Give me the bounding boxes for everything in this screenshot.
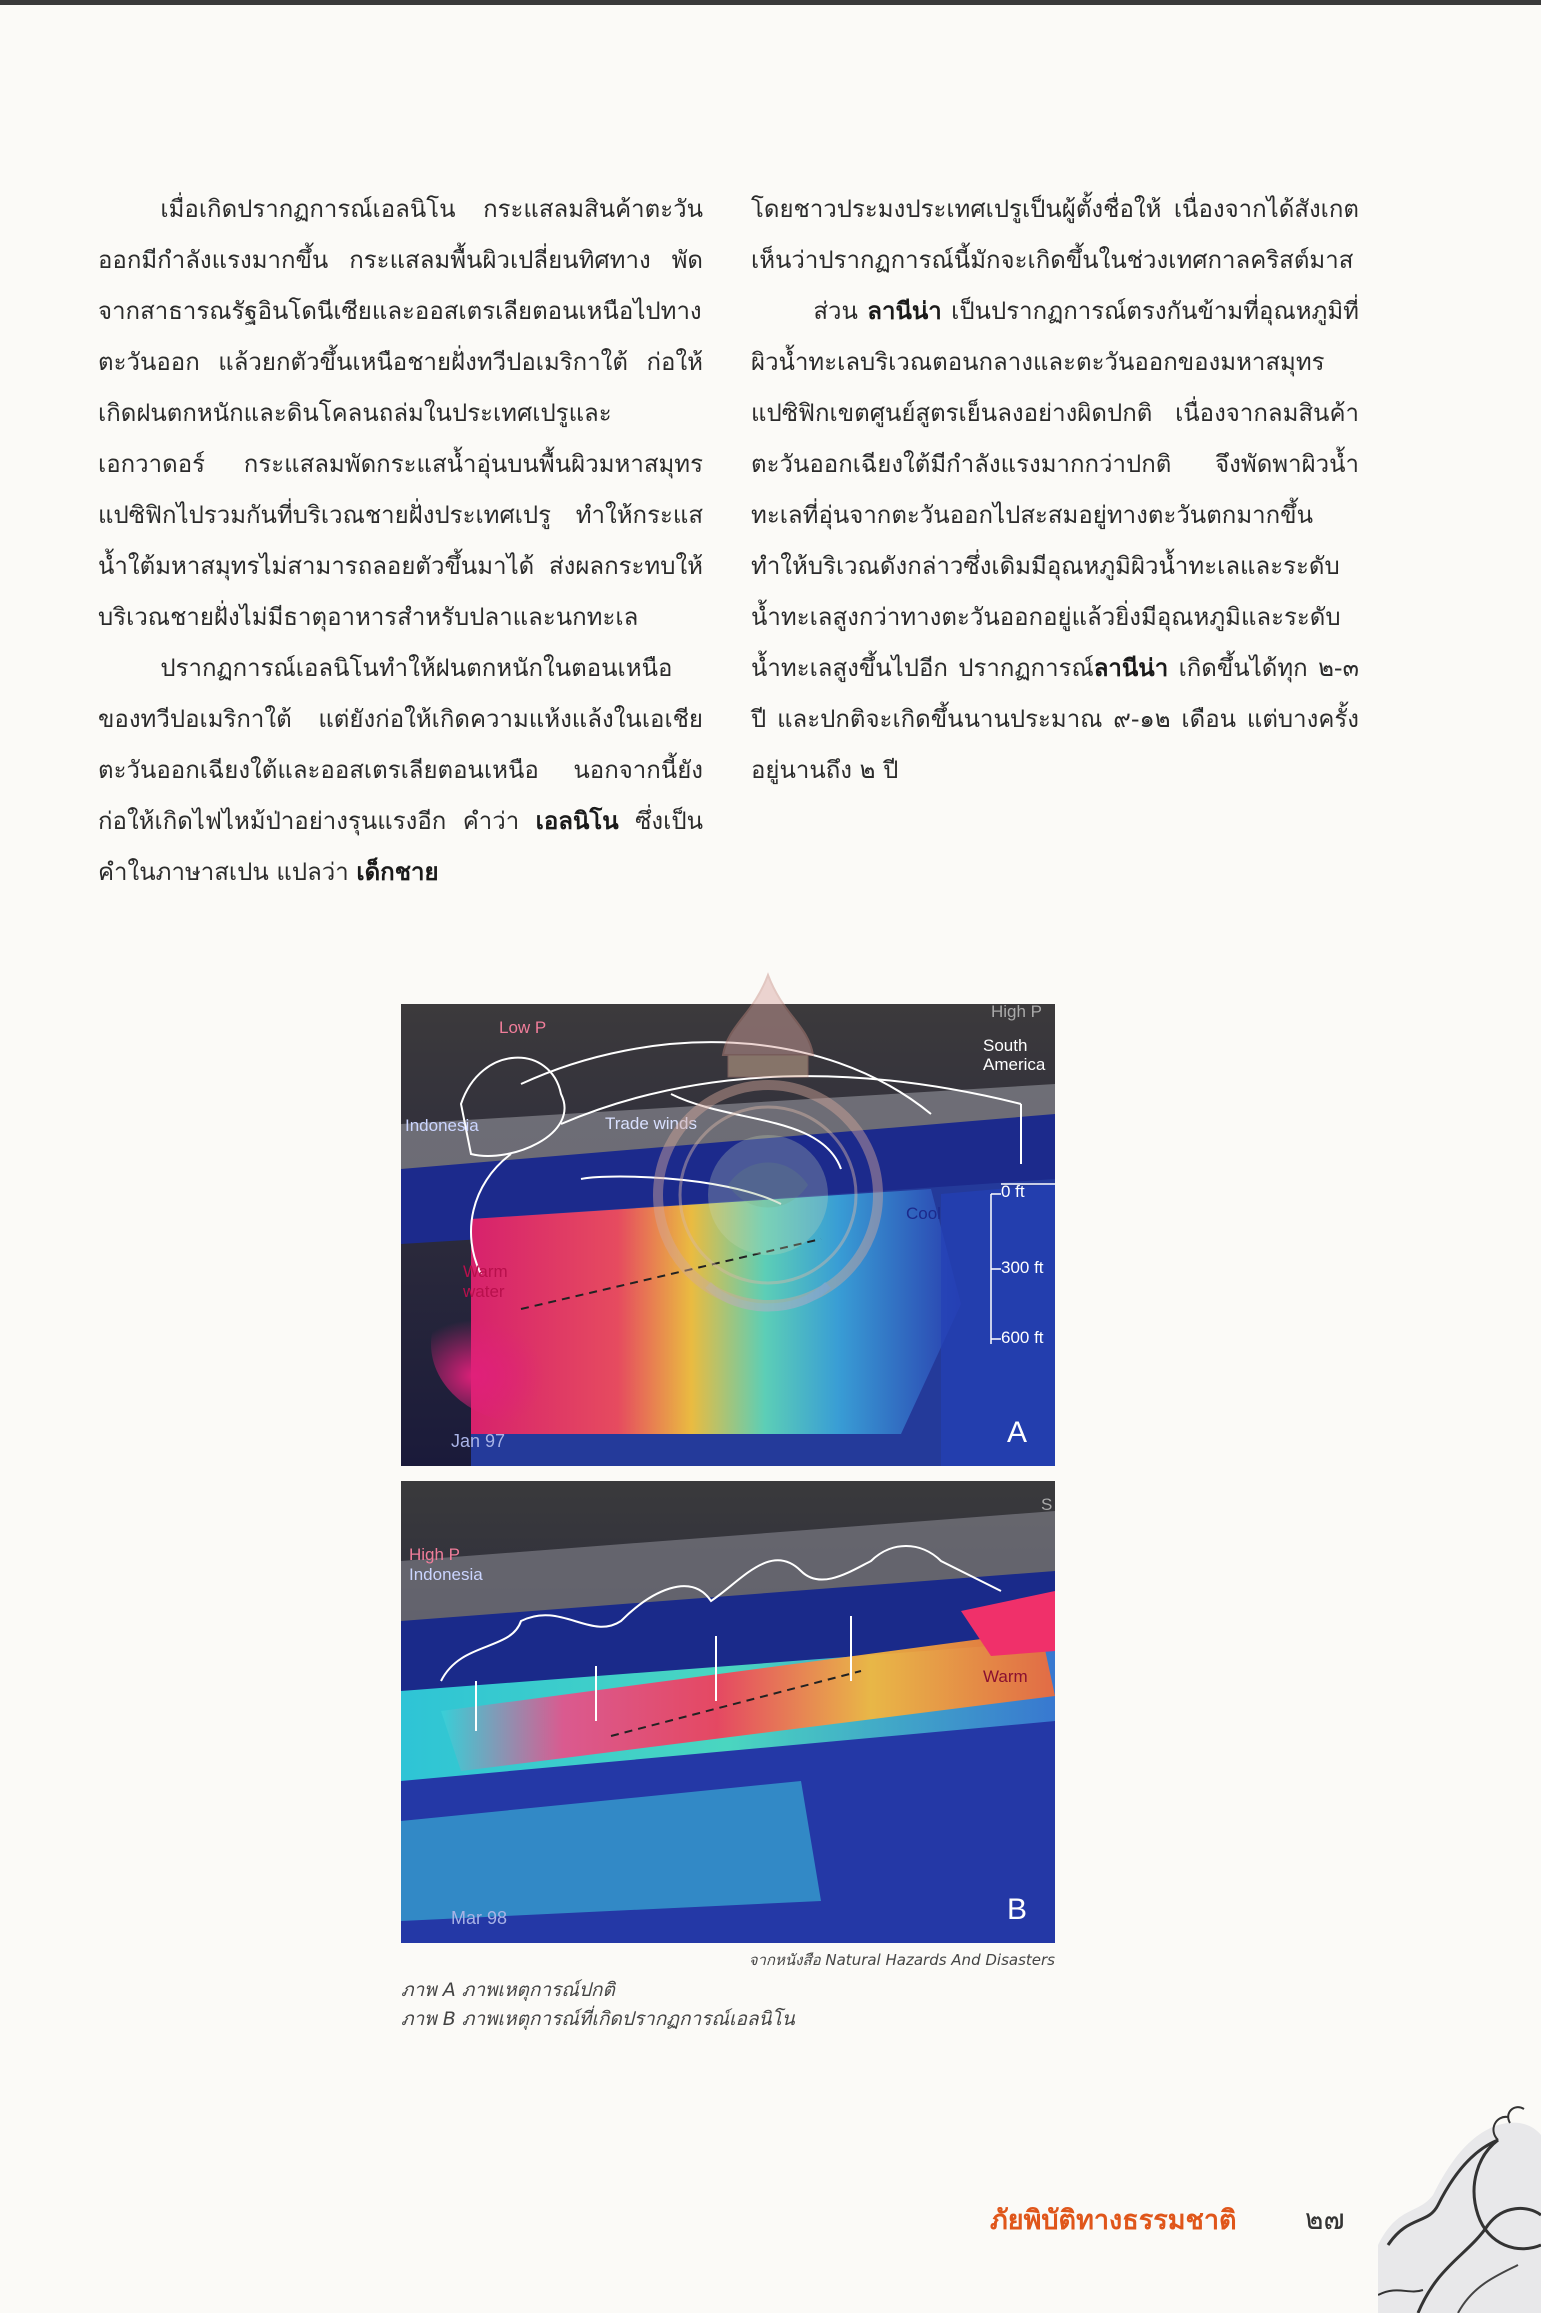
panel-letter-b: B bbox=[1006, 1893, 1027, 1926]
caption-line-a: ภาพ A ภาพเหตุการณ์ปกติ bbox=[401, 1979, 615, 2001]
label-high: High P bbox=[991, 1004, 1043, 1021]
panel-letter-a: A bbox=[1006, 1416, 1027, 1449]
label-warm: Warm bbox=[983, 1667, 1028, 1686]
term-la-nina-2: ลานีน่า bbox=[1093, 654, 1169, 682]
label-indonesia: Indonesia bbox=[405, 1116, 479, 1135]
term-boy: เด็กชาย bbox=[356, 858, 439, 886]
paragraph-la-nina: ส่วน ลานีน่า เป็นปรากฏการณ์ตรงกันข้ามที่อุณหภูมิที่ผิวน้ำทะเลบริเวณตอนกลางและตะวันออกของมหาสมุทรแปซิฟิกเขตศูนย์สูตรเย็นลงอย่างผิดปกติ เนื่องจากลมสินค้าตะวันออกเฉียงใต้มีกำลังแรงมากกว่าปกติ จึงพัดพาผิวน้ำทะเลที่อุ่นจากตะวันออกไปสะสมอยู่ทางตะวันตกมากขึ้น ทำให้บริเวณดังกล่าวซึ่งเดิมมีอุณหภูมิผิวน้ำทะเลและระดับน้ำทะเลสูงกว่าทางตะวันออกอยู่แล้วยิ่งมีอุณหภูมิและระดับน้ำทะเลสูงขึ้นไปอีก ปรากฏการณ์ลานีน่า เกิดขึ้นได้ทุก ๒-๓ ปี และปกติจะเกิดขึ้นนานประมาณ ๙-๑๒ เดือน แต่บางครั้งอยู่นานถึง ๒ ปี bbox=[751, 297, 1359, 784]
label-low-p: Low P bbox=[499, 1018, 547, 1037]
label-date-b: Mar 98 bbox=[451, 1908, 508, 1928]
label-south-america: South America bbox=[983, 1036, 1046, 1074]
caption-line-b: ภาพ B ภาพเหตุการณ์ที่เกิดปรากฏการณ์เอลนิโน bbox=[401, 2008, 795, 2030]
term-el-nino: เอลนิโน bbox=[535, 807, 619, 835]
figure-source: จากหนังสือ Natural Hazards And Disasters bbox=[748, 1951, 1055, 1969]
paragraph-el-nino-drought: ปรากฏการณ์เอลนิโนทำให้ฝนตกหนักในตอนเหนือของทวีปอเมริกาใต้ แต่ยังก่อให้เกิดความแห้งแล้งในเอเชียตะวันออกเฉียงใต้และออสเตรเลียตอนเหนือ นอกจากนี้ยังก่อให้เกิดไฟไหม้ป่าอย่างรุนแรงอีก คำว่า เอลนิโน ซึ่งเป็นคำในภาษาสเปน แปลว่า เด็กชาย bbox=[98, 654, 703, 886]
left-text-column bbox=[98, 184, 703, 898]
label-s: S bbox=[1041, 1495, 1053, 1514]
label-depth-300: 300 ft bbox=[1001, 1258, 1044, 1277]
label-indonesia-b: Indonesia bbox=[409, 1565, 483, 1584]
seal-watermark-icon bbox=[608, 955, 928, 1355]
label-depth-0: 0 ft bbox=[1001, 1182, 1025, 1201]
label-date-a: Jan 97 bbox=[451, 1431, 506, 1451]
term-la-nina: ลานีน่า bbox=[867, 297, 942, 325]
paragraph-name-origin: โดยชาวประมงประเทศเปรูเป็นผู้ตั้งชื่อให้ เนื่องจากได้สังเกตเห็นว่าปรากฏการณ์นี้มักจะเกิดขึ้นในช่วงเทศกาลคริสต์มาส bbox=[751, 195, 1359, 274]
label-trade-winds: Trade winds bbox=[605, 1114, 697, 1133]
great-wave-icon bbox=[1378, 2095, 1541, 2313]
label-depth-600: 600 ft bbox=[1001, 1328, 1044, 1347]
page-number: ๒๗ bbox=[1305, 2203, 1345, 2236]
label-high-p: High P bbox=[409, 1545, 461, 1564]
label-cool: Cool bbox=[906, 1204, 941, 1223]
figure-caption bbox=[401, 1976, 795, 2034]
top-border bbox=[0, 0, 1541, 5]
right-text-column bbox=[751, 184, 1359, 796]
figure-b-graphic bbox=[401, 1481, 1055, 1943]
figure-b-el-nino-conditions bbox=[401, 1481, 1055, 1943]
footer-book-title: ภัยพิบัติทางธรรมชาติ bbox=[990, 2205, 1237, 2236]
paragraph-el-nino-effects: เมื่อเกิดปรากฏการณ์เอลนิโน กระแสลมสินค้าตะวันออกมีกำลังแรงมากขึ้น กระแสลมพื้นผิวเปลี่ยนทิศทาง พัดจากสาธารณรัฐอินโดนีเซียและออสเตรเลียตอนเหนือไปทางตะวันออก แล้วยกตัวขึ้นเหนือชายฝั่งทวีปอเมริกาใต้ ก่อให้เกิดฝนตกหนักและดินโคลนถล่มในประเทศเปรูและเอกวาดอร์ กระแสลมพัดกระแสน้ำอุ่นบนพื้นผิวมหาสมุทรแปซิฟิกไปรวมกันที่บริเวณชายฝั่งประเทศเปรู ทำให้กระแสน้ำใต้มหาสมุทรไม่สามารถลอยตัวขึ้นมาได้ ส่งผลกระทบให้บริเวณชายฝั่งไม่มีธาตุอาหารสำหรับปลาและนกทะเล bbox=[98, 195, 703, 631]
label-warm-water: Warm water bbox=[463, 1262, 508, 1301]
